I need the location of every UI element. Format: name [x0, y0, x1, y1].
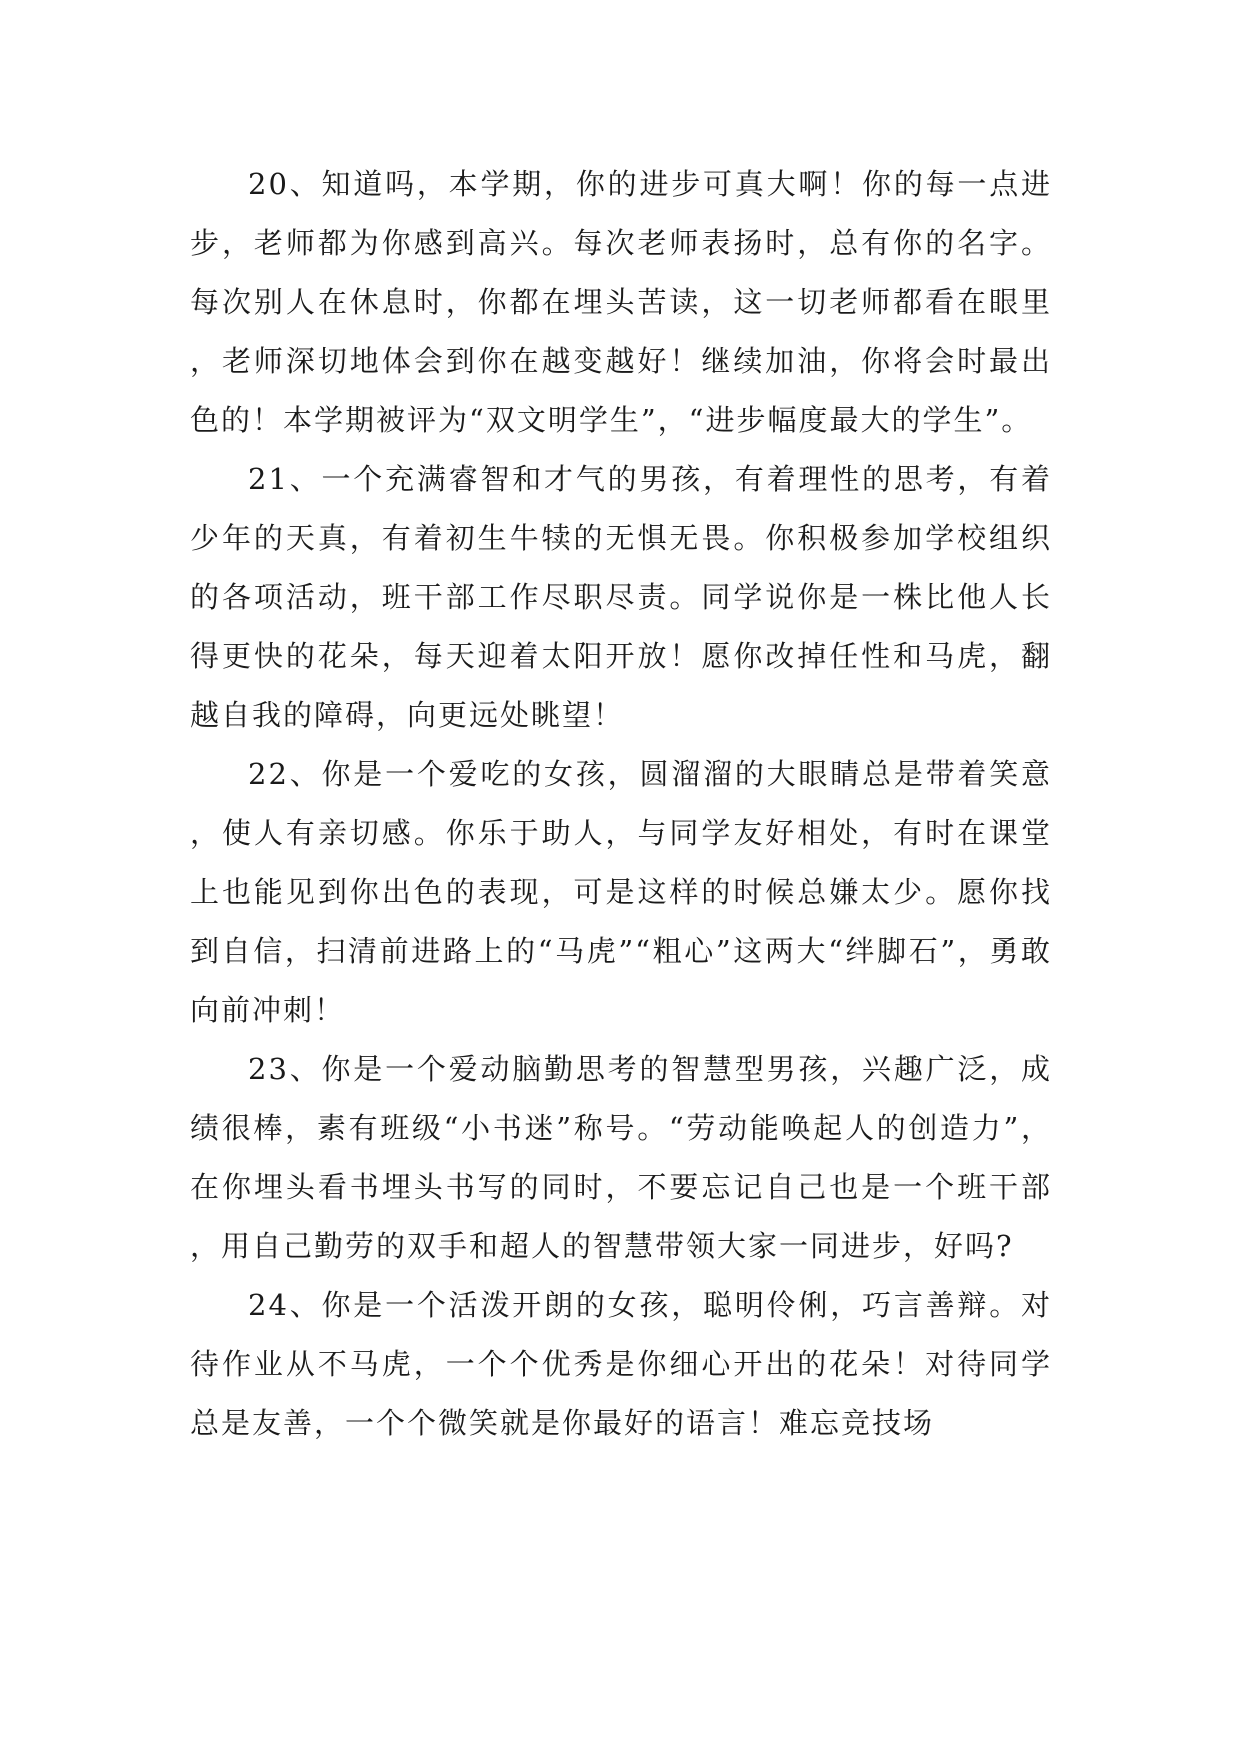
paragraph-24: 24、你是一个活泼开朗的女孩，聪明伶俐，巧言善辩。对待作业从不马虎，一个个优秀是你细心开出的花朵！对待同学总是友善，一个个微笑就是你最好的语言！难忘竞技场: [190, 1288, 1052, 1440]
paragraph-21: 21、一个充满睿智和才气的男孩，有着理性的思考，有着少年的天真，有着初生牛犊的无惧无畏。你积极参加学校组织的各项活动，班干部工作尽职尽责。同学说你是一株比他人长得更快的花朵，每天迎着太阳开放！愿你改掉任性和马虎，翻越自我的障碍，向更远处眺望！: [190, 462, 1052, 732]
paragraph-23: 23、你是一个爱动脑勤思考的智慧型男孩，兴趣广泛，成绩很棒，素有班级“小书迷”称号。“劳动能唤起人的创造力”，在你埋头看书埋头书写的同时，不要忘记自己也是一个班干部，用自己勤劳的双手和超人的智慧带领大家一同进步，好吗?: [190, 1052, 1052, 1263]
paragraph-22: 22、你是一个爱吃的女孩，圆溜溜的大眼睛总是带着笑意，使人有亲切感。你乐于助人，与同学友好相处，有时在课堂上也能见到你出色的表现，可是这样的时候总嫌太少。愿你找到自信，扫清前进路上的“马虎”“粗心”这两大“绊脚石”，勇敢向前冲刺！: [190, 757, 1052, 1027]
document-body: [190, 155, 1052, 1453]
paragraph-20: 20、知道吗，本学期，你的进步可真大啊！你的每一点进步，老师都为你感到高兴。每次老师表扬时，总有你的名字。每次别人在休息时，你都在埋头苦读，这一切老师都看在眼里，老师深切地体会到你在越变越好！继续加油，你将会时最出色的！本学期被评为“双文明学生”，“进步幅度最大的学生”。: [190, 167, 1052, 437]
